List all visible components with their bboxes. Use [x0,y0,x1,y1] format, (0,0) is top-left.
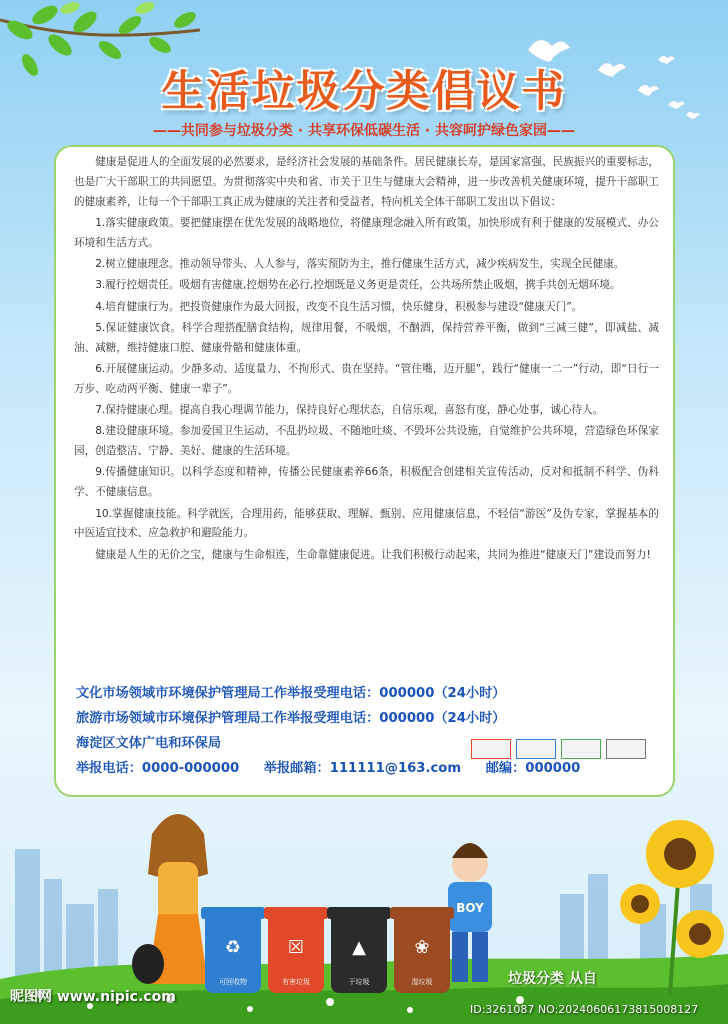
item-paragraph: 6.开展健康运动。少静多动、适度量力、不拘形式、贵在坚持。“管住嘴，迈开腿”，践行“健康一二一”行动，即“日行一万步、吃动两平衡、健康一辈子”。 [74,362,659,395]
other-sorting-icon [606,739,646,759]
item-paragraph: 4.培育健康行为。把投资健康作为最大回报，改变不良生活习惯，快乐健身，积极参与建设“健康天门”。 [95,300,583,313]
content-card [54,145,675,797]
bin-label: 有害垃圾 [282,978,310,986]
boy-shirt-text: BOY [456,901,484,915]
recyclable-bin [205,915,261,993]
kitchen-sorting-icon [561,739,601,759]
report-email: 举报邮箱：111111@163.com [263,761,462,776]
bin-label: 可回收物 [219,978,247,986]
closing-paragraph: 健康是人生的无价之宝，健康与生命相连，生命靠健康促进。让我们积极行动起来，共同为推进“健康天门”建设而努力! [95,548,651,561]
item-paragraph: 2.树立健康理念。推动领导带头、人人参与，落实预防为主，推行健康生活方式，减少疾病发生，实现全民健康。 [95,257,625,270]
bin-lid [201,907,265,919]
wet-waste-bin [394,915,450,993]
postcode: 邮编：000000 [485,761,581,776]
contact-block [76,681,659,781]
page-title: 生活垃圾分类倡议书 [161,67,567,117]
dry-waste-bin [331,915,387,993]
watermark-site: 昵图网 www.nipic.com [10,989,176,1005]
bin-label: 湿垃圾 [411,978,433,986]
hotline-tourism: 旅游市场领域市环境保护管理局工作举报受理电话：000000（24小时） [76,711,506,726]
item-paragraph: 3.履行控烟责任。吸烟有害健康,控烟势在必行,控烟既是义务更是责任，公共场所禁止吸烟，携手共创无烟环境。 [95,279,621,292]
report-phone: 举报电话：0000-000000 [76,761,240,776]
recycle-icon: ♻ [224,937,242,958]
dry-waste-icon: ▲ [352,937,366,958]
hazard-icon: ☒ [287,937,305,958]
bin-label: 干垃圾 [348,978,370,986]
organization-name: 海淀区文体广电和环保局 [76,736,222,751]
item-paragraph: 1.落实健康政策。要把健康摆在优先发展的战略地位，将健康理念融入所有政策，加快形成有利于健康的发展模式、办公环境和生活方式。 [74,216,659,249]
girl-figure [132,814,208,984]
proposal-body [74,153,659,565]
bin-lid [327,907,391,919]
hotline-culture: 文化市场领域市环境保护管理局工作举报受理电话：000000（24小时） [76,686,506,701]
item-paragraph: 8.建设健康环境。参加爱国卫生运动，不乱扔垃圾、不随地吐痰、不毁坏公共设施，自觉维护公共环境，营造绿色环保家园，创造整洁、宁静、美好、健康的生活环境。 [74,425,659,458]
intro-paragraph: 健康是促进人的全面发展的必然要求，是经济社会发展的基础条件。居民健康长寿，是国家富强、民族振兴的重要标志，也是广大干部职工的共同愿望。为贯彻落实中央和省、市关于卫生与健康大会精神，进一步改善机关健康环境，提升干部职工的健康素养，让每一个干部职工真正成为健康的关注者和受益者，特向机关全体干部职工发出以下倡议： [74,156,659,208]
item-paragraph: 10.掌握健康技能。科学就医，合理用药，能够获取、理解、甄别、应用健康信息，不轻信“游医”及伪专家，掌握基本的中医适宜技术、应急救护和避险能力。 [74,507,659,540]
recyclable-sorting-icon [516,739,556,759]
item-paragraph: 7.保持健康心理。提高自我心理调节能力，保持良好心理状态，自信乐观，喜怒有度，静心处事，诚心待人。 [95,404,604,417]
item-paragraph: 5.保证健康饮食。科学合理搭配膳食结构，规律用餐，不吸烟，不酗酒，保持营养平衡，做到“三减三健”，即减盐、减油、减糖，维持健康口腔、健康骨骼和健康体重。 [74,321,659,354]
item-paragraph: 9.传播健康知识。以科学态度和精神，传播公民健康素养66条，积极配合创建相关宣传活动，反对和抵制不科学、伪科学、不健康信息。 [74,466,659,499]
bin-lid [264,907,328,919]
wet-waste-icon: ❀ [414,937,430,958]
bin-lid [390,907,454,919]
sorting-icons-strip [471,739,651,765]
hazardous-sorting-icon [471,739,511,759]
footer-slogan: 垃圾分类 从自 [508,971,597,987]
hazardous-bin [268,915,324,993]
watermark-id: ID:3261087 NO:20240606173815008127 [470,1003,699,1016]
page-subtitle: ——共同参与垃圾分类 · 共享环保低碳生活 · 共容呵护绿色家园—— [152,123,576,139]
